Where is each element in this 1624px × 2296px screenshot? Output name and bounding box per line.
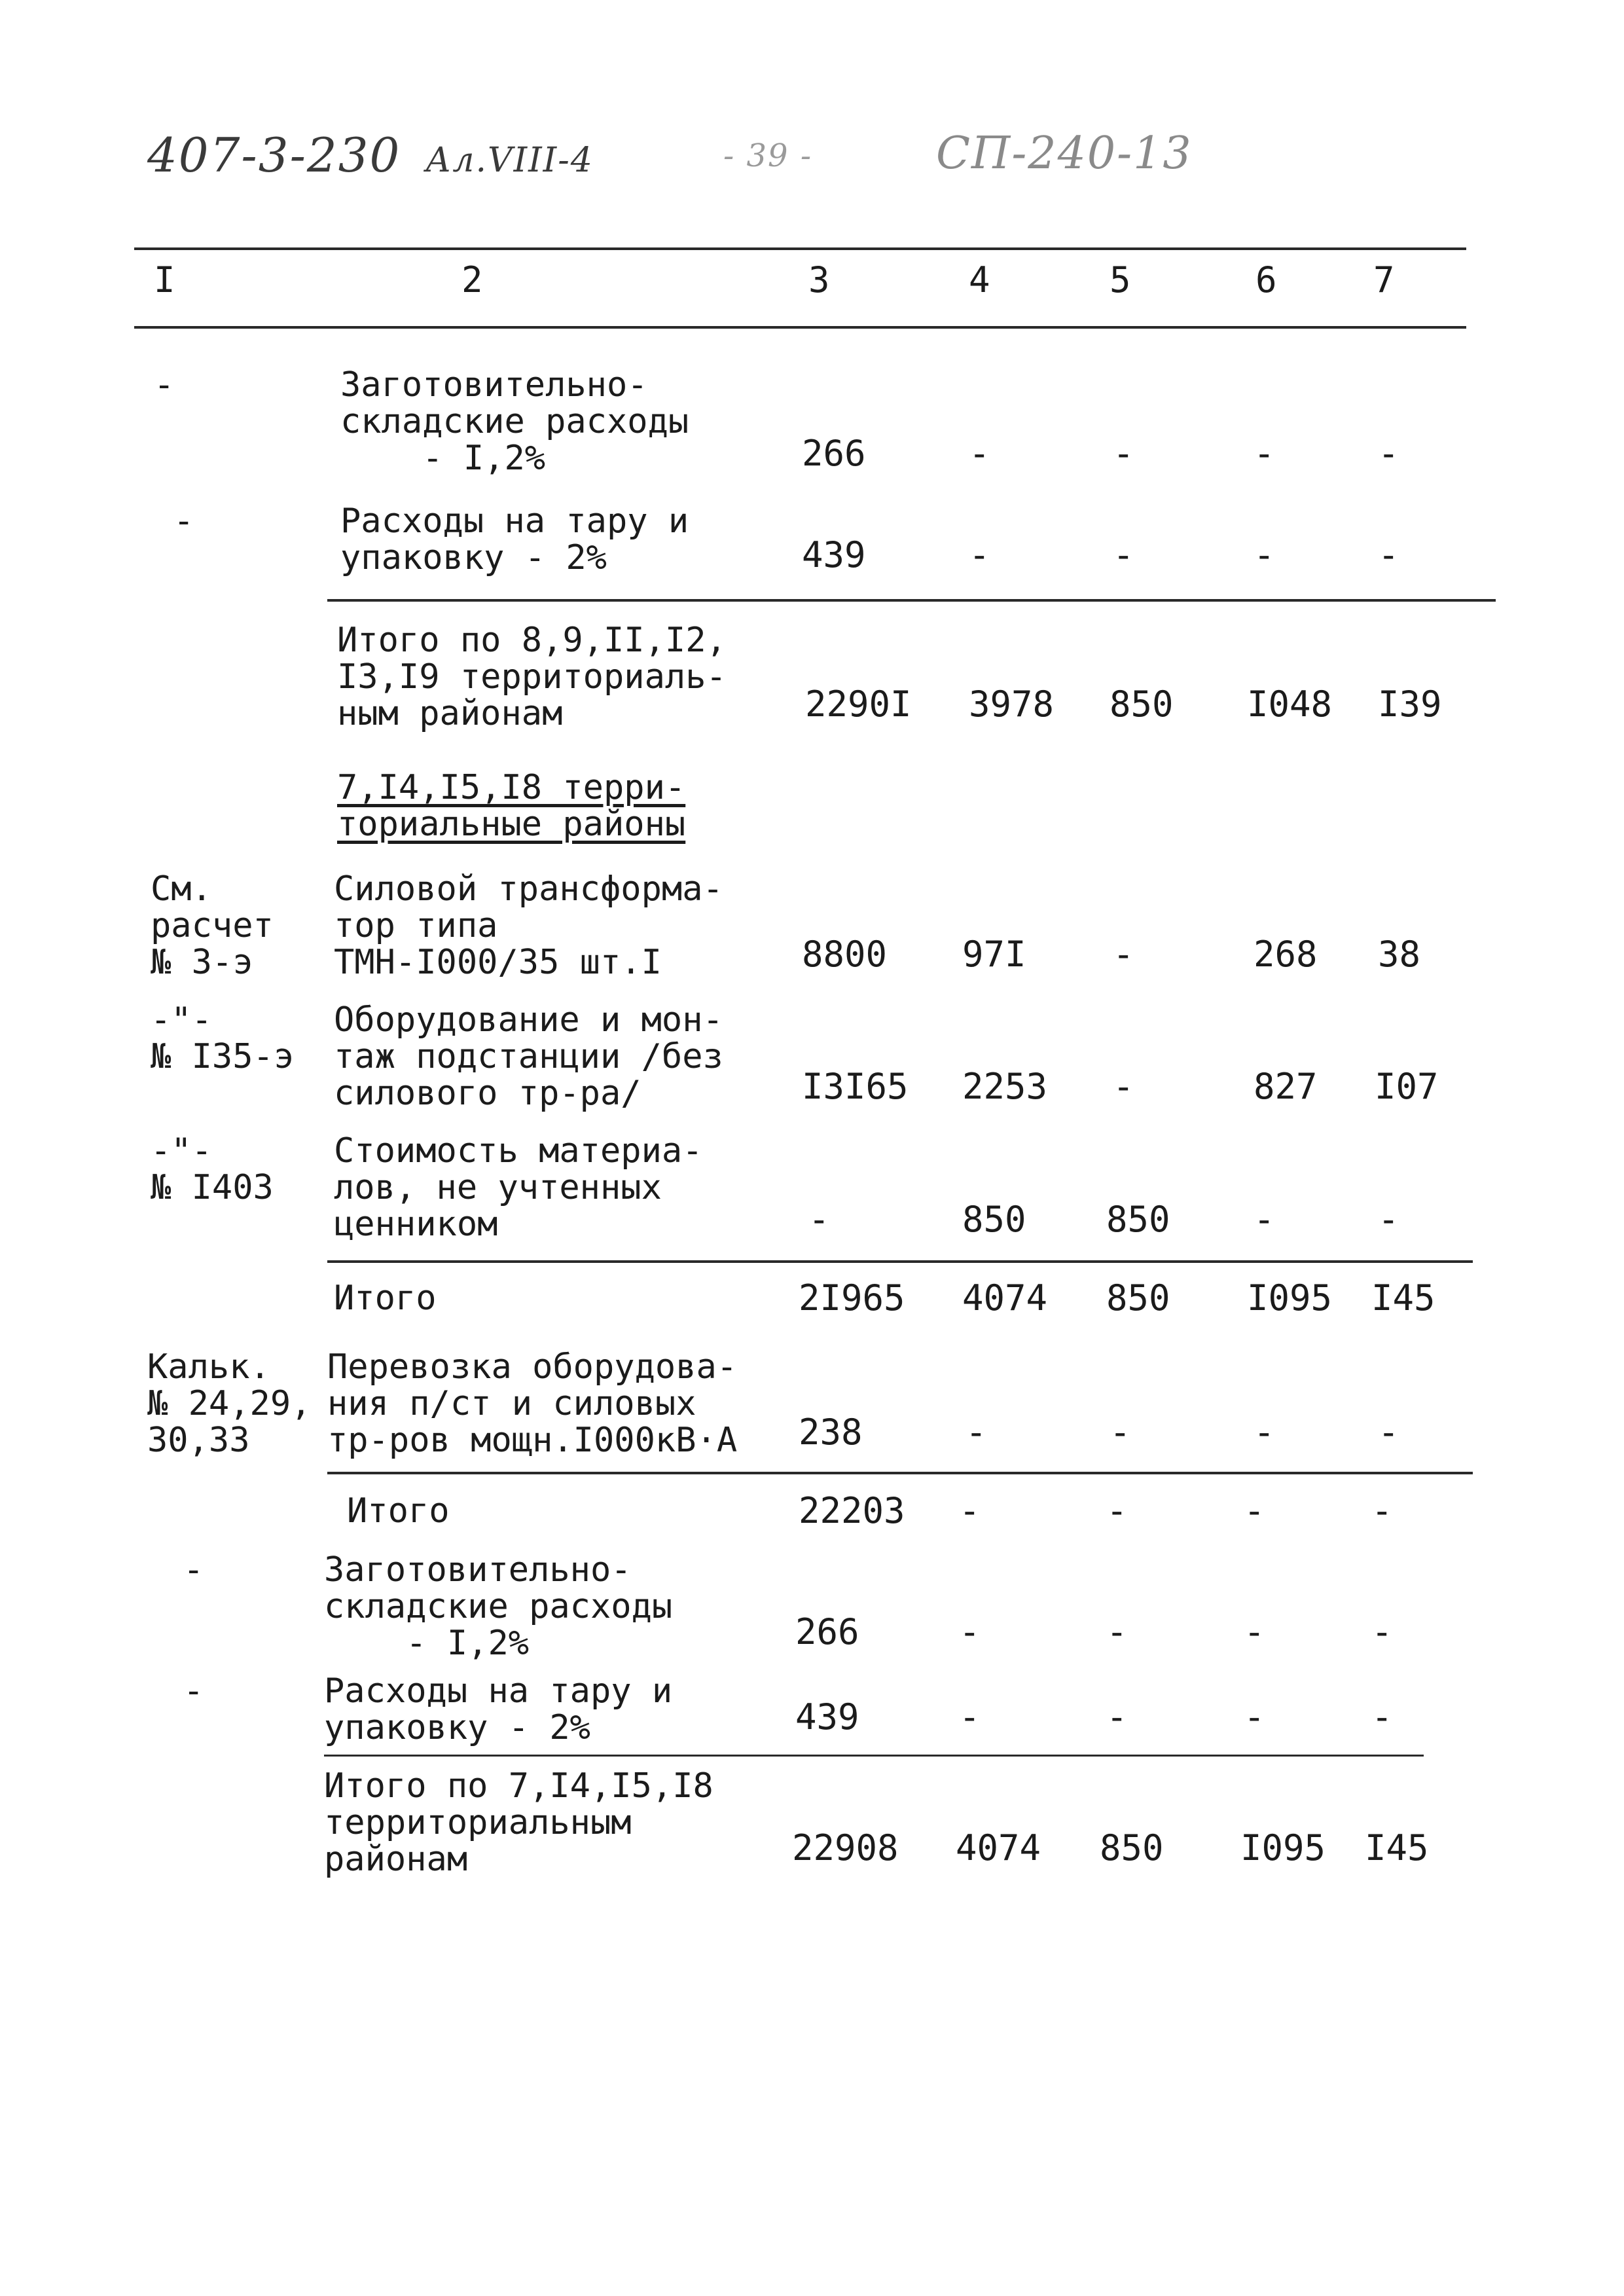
- cell-col6: -: [1244, 1490, 1265, 1531]
- cell-col3: 2290I: [805, 683, 912, 725]
- cell-col5: -: [1113, 934, 1134, 975]
- cell-col7: -: [1378, 534, 1399, 575]
- cell-col7: I45: [1371, 1277, 1435, 1319]
- row-description: Итого по 8,9,II,I2, I3,I9 территориаль- ным районам: [337, 621, 727, 733]
- cell-col5: -: [1113, 433, 1134, 474]
- cell-col5: -: [1110, 1412, 1131, 1453]
- cell-col5: 850: [1100, 1827, 1164, 1868]
- column-header-2: 2: [461, 259, 483, 301]
- cell-col6: -: [1254, 534, 1275, 575]
- cell-col3: 8800: [802, 934, 888, 975]
- cell-col7: -: [1378, 1412, 1399, 1453]
- cell-col4: -: [959, 1696, 981, 1738]
- cell-col5: 850: [1110, 683, 1174, 725]
- row-description: Заготовительно- складские расходы - I,2%: [340, 365, 689, 478]
- cell-col6: -: [1254, 433, 1275, 474]
- subtotal-rule: [327, 599, 1496, 602]
- cell-col5: -: [1106, 1611, 1128, 1652]
- section-heading: 7,I4,I5,I8 терри- ториальные районы: [337, 768, 686, 844]
- cell-col3: I3I65: [802, 1066, 909, 1107]
- row-description: Стоимость материа- лов, не учтенных ценником: [334, 1131, 703, 1244]
- cell-col4: 3978: [969, 683, 1055, 725]
- row-reference: -: [173, 501, 194, 541]
- row-reference: -: [183, 1550, 204, 1590]
- cell-col3: 2I965: [799, 1277, 905, 1319]
- cell-col4: -: [965, 1412, 987, 1453]
- subtotal-rule: [324, 1755, 1424, 1757]
- column-header-3: 3: [808, 259, 830, 301]
- row-description: Перевозка оборудова- ния п/ст и силовых тр-ров мощн.I000кВ·А: [327, 1347, 738, 1460]
- cell-col6: -: [1244, 1611, 1265, 1652]
- top-rule: [134, 247, 1466, 250]
- cell-col7: -: [1378, 433, 1399, 474]
- cell-col6: 827: [1254, 1066, 1318, 1107]
- cell-col3: 266: [795, 1611, 859, 1652]
- row-reference: См. расчет № 3-э: [151, 869, 274, 982]
- row-description: Итого: [347, 1491, 450, 1531]
- row-reference: -: [154, 365, 175, 405]
- document-code: 407-3-230: [147, 128, 401, 183]
- cell-col7: -: [1371, 1696, 1393, 1738]
- column-header-6: 6: [1255, 259, 1277, 301]
- document-number: СП-240-13: [936, 128, 1193, 179]
- cell-col3: 439: [795, 1696, 859, 1738]
- row-description: Расходы на тару и упаковку - 2%: [340, 501, 689, 577]
- cell-col6: I095: [1247, 1277, 1333, 1319]
- cell-col7: -: [1371, 1490, 1393, 1531]
- row-description: Расходы на тару и упаковку - 2%: [324, 1671, 673, 1747]
- subtotal-rule: [327, 1472, 1473, 1474]
- cell-col5: -: [1106, 1696, 1128, 1738]
- cell-col4: 2253: [962, 1066, 1048, 1107]
- row-reference: Кальк. № 24,29, 30,33: [147, 1347, 312, 1460]
- cell-col4: 97I: [962, 934, 1026, 975]
- cell-col5: 850: [1106, 1199, 1170, 1240]
- cell-col4: 4074: [962, 1277, 1048, 1319]
- row-description: Оборудование и мон- таж подстанции /без силового тр-ра/: [334, 1000, 723, 1113]
- row-description: Силовой трансформа- тор типа ТМН-I000/35 шт.I: [334, 869, 723, 982]
- row-reference: -: [183, 1671, 204, 1711]
- cell-col7: -: [1371, 1611, 1393, 1652]
- cell-col3: 22908: [792, 1827, 899, 1868]
- row-description: Итого по 7,I4,I5,I8 территориальным районам: [324, 1766, 713, 1879]
- column-header-5: 5: [1110, 259, 1131, 301]
- cell-col4: 850: [962, 1199, 1026, 1240]
- cell-col6: -: [1254, 1199, 1275, 1240]
- column-header-7: 7: [1373, 259, 1395, 301]
- column-header-4: 4: [969, 259, 990, 301]
- cell-col5: 850: [1106, 1277, 1170, 1319]
- cell-col5: -: [1113, 534, 1134, 575]
- cell-col3: 439: [802, 534, 866, 575]
- cell-col3: 266: [802, 433, 866, 474]
- row-description: Итого: [334, 1279, 437, 1318]
- cell-col7: -: [1378, 1199, 1399, 1240]
- cell-col4: -: [969, 534, 990, 575]
- sheet-label: Ал.VIII-4: [425, 141, 594, 180]
- row-description: Заготовительно- складские расходы - I,2%: [324, 1550, 673, 1663]
- cell-col6: -: [1244, 1696, 1265, 1738]
- cell-col7: I45: [1365, 1827, 1429, 1868]
- row-reference: -"- № I403: [151, 1131, 274, 1207]
- cell-col6: I048: [1247, 683, 1333, 725]
- cell-col7: I07: [1375, 1066, 1439, 1107]
- cell-col4: 4074: [956, 1827, 1041, 1868]
- cell-col7: I39: [1378, 683, 1442, 725]
- cell-col4: -: [969, 433, 990, 474]
- cell-col3: 22203: [799, 1490, 905, 1531]
- cell-col5: -: [1113, 1066, 1134, 1107]
- cell-col3: 238: [799, 1412, 863, 1453]
- row-reference: -"- № I35-э: [151, 1000, 295, 1076]
- column-header-1: I: [154, 259, 175, 301]
- cell-col6: I095: [1240, 1827, 1326, 1868]
- cell-col3: -: [808, 1199, 830, 1240]
- cell-col6: -: [1254, 1412, 1275, 1453]
- cell-col5: -: [1106, 1490, 1128, 1531]
- subtotal-rule: [327, 1260, 1473, 1263]
- page-number: - 39 -: [723, 137, 813, 174]
- cell-col6: 268: [1254, 934, 1318, 975]
- cell-col4: -: [959, 1611, 981, 1652]
- cell-col7: 38: [1378, 934, 1421, 975]
- header-rule: [134, 326, 1466, 329]
- cell-col4: -: [959, 1490, 981, 1531]
